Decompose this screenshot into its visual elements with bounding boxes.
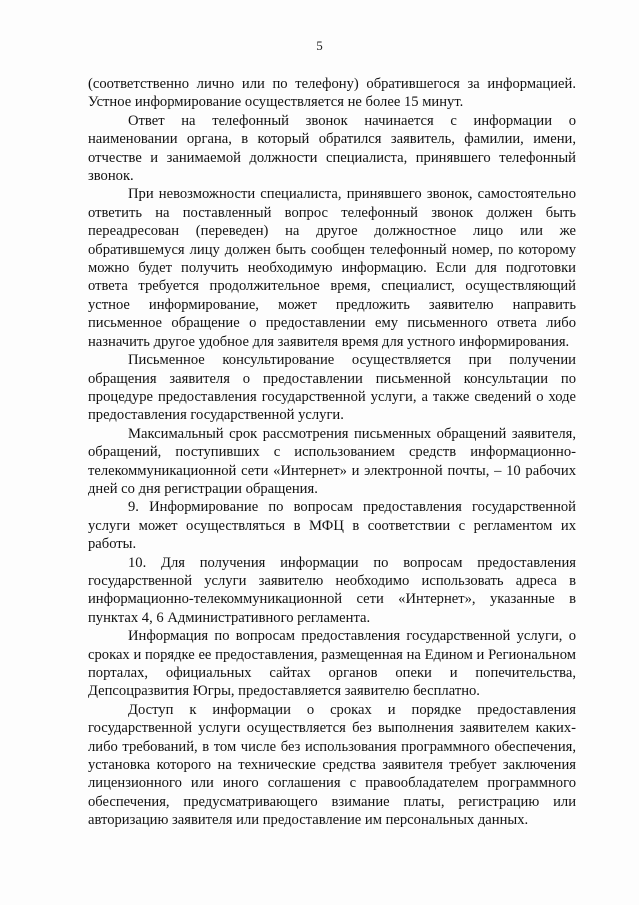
paragraph-item-9: 9. Информирование по вопросам предоставления государственной услуги может осуществляться в МФЦ в соответствии с регламентом их работы. [88, 499, 576, 553]
paragraph-continuation: (соответственно лично или по телефону) обратившегося за информацией. Устное информирование осуществляется не более 15 минут. [88, 76, 576, 111]
paragraph-item-10: 10. Для получения информации по вопросам предоставления государственной услуги заявителю необходимо использовать адреса в информационно-телекоммуникационной сети «Интернет», указанные в пунктах 4, 6 Административного регламента. [88, 554, 576, 626]
page-number: 5 [316, 38, 323, 53]
paragraph-phone-answer: Ответ на телефонный звонок начинается с информации о наименовании органа, в который обратился заявитель, фамилии, имени, отчестве и занимаемой должности специалиста, принявшего телефонный звонок. [88, 112, 576, 185]
paragraph-portal-info: Информация по вопросам предоставления государственной услуги, о сроках и порядке ее предоставления, размещенная на Едином и Региональном порталах, официальных сайтах органов опеки и попечительства, Депсоцразвития Югры, предоставляется заявителю бесплатно. [88, 628, 576, 700]
paragraph-max-review-period: Максимальный срок рассмотрения письменных обращений заявителя, обращений, поступивших с использованием средств информационно-телекоммуникационной сети «Интернет» и электронной почты, – 10 рабочих дней со дня регистрации обращения. [88, 425, 576, 497]
document-body [88, 75, 576, 830]
paragraph-access-info: Доступ к информации о сроках и порядке предоставления государственной услуги осуществляется без выполнения заявителем каких-либо требований, в том числе без использования программного обеспечения, установка которого на технические средства заявителя требует заключения лицензионного или иного соглашения с правообладателем программного обеспечения, предусматривающего взимание платы, регистрацию или авторизацию заявителя или предоставление им персональных данных. [88, 701, 576, 829]
paragraph-call-redirect: При невозможности специалиста, принявшего звонок, самостоятельно ответить на поставленный вопрос телефонный звонок должен быть переадресован (переведен) на другое должностное лицо или же обратившемуся лицу должен быть сообщен телефонный номер, по которому можно будет получить необходимую информацию. Если для подготовки ответа требуется продолжительное время, специалист, осуществляющий устное информирование, может предложить заявителю направить письменное обращение о предоставлении ему письменного ответа либо назначить другое удобное для заявителя время для устного информирования. [88, 186, 576, 350]
paragraph-written-consulting: Письменное консультирование осуществляется при получении обращения заявителя о предоставлении письменной консультации по процедуре предоставления государственной услуги, а также сведений о ходе предоставления государственной услуги. [88, 352, 576, 424]
